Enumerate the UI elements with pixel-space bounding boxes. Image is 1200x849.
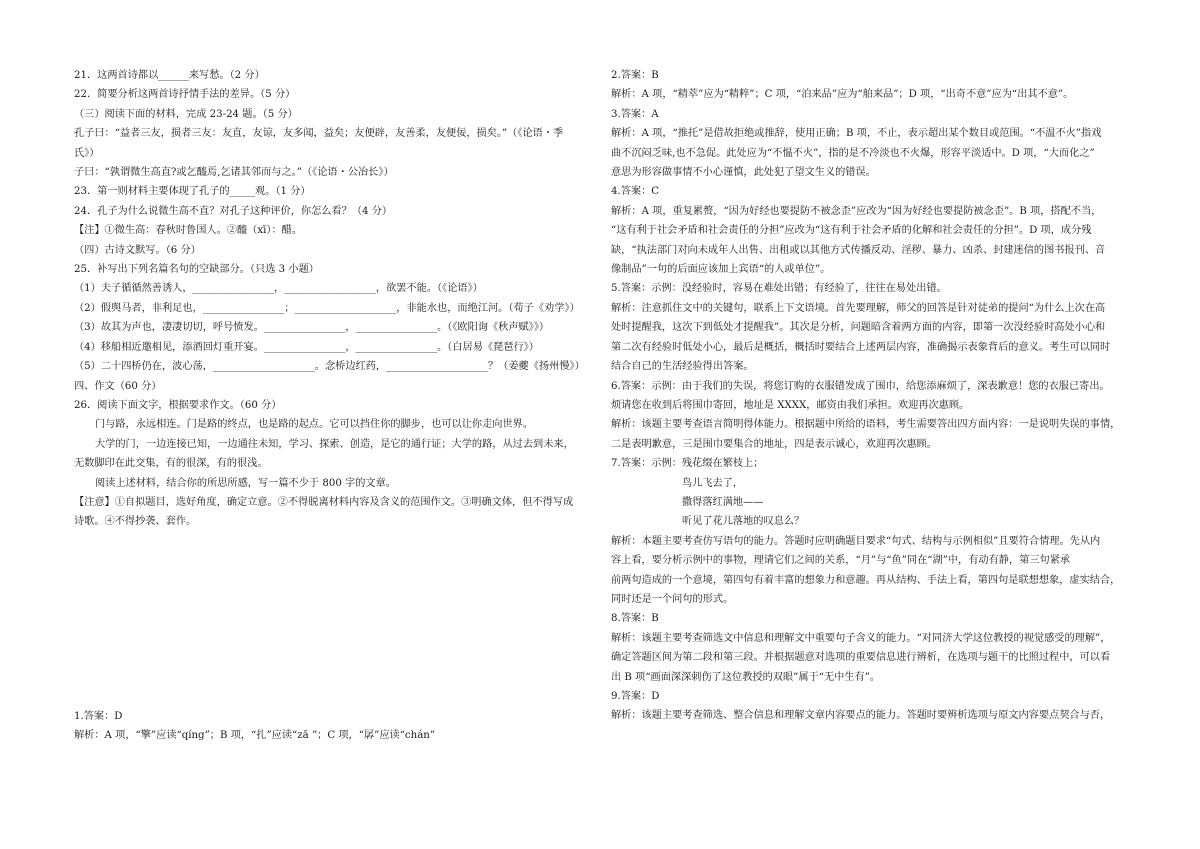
text-line: 25．补写出下列名篇名句的空缺部分。（只选 3 小题） — [74, 264, 319, 276]
answer-line: 前两句造成的一个意境，第四句有着丰富的想象力和意趣。再从结构、手法上看，第四句是联想想象，虚实结合， — [611, 574, 1121, 586]
text-line: 氏》） — [74, 147, 100, 159]
answer-line: 处时提醒我，这次下到低处才提醒我”。其次是分析，问题暗含着两方面的内容，即第一次没经验时高处小心和 — [611, 322, 1106, 334]
text-line: （三）阅读下面的材料，完成 23-24 题。（5 分） — [74, 108, 298, 120]
answer-line: 解析：该题主要考查筛选、整合信息和理解文章内容要点的能力。答题时要辨析选项与原文内容要点契合与否， — [611, 710, 1111, 722]
essay-line: 大学的门，一边连接已知，一边通往未知，学习、探索、创造，是它的通行证；大学的路，从过去到未来， — [95, 438, 574, 450]
answer-line: 4.答案：C — [611, 186, 660, 198]
essay-line: 阅读上述材料，结合你的所思所感，写一篇不少于 800 字的文章。 — [95, 477, 396, 489]
answer-line: 解析：该题主要考查语言简明得体能力。根据题中所给的语料，考生需要答出四方面内容：一是说明失误的事情， — [611, 419, 1121, 431]
answer-line: 解析：注意抓住文中的关键句，联系上下文语境。首先要理解，师父的回答是针对徒弟的提问“为什么上次在高 — [611, 302, 1106, 314]
answer-line: 解析：A 项，“精萃”应为“精粹”；C 项，“泊来品”应为“舶来品”；D 项，“出奇不意”应为“出其不意”。 — [611, 89, 1074, 101]
text-line: 24．孔子为什么说微生高不直？对孔子这种评价，你怎么看？（4 分） — [74, 205, 393, 217]
answer-line: 1.答案：D — [74, 710, 123, 722]
answer-line: 7.答案：示例：残花缀在繁枝上； — [611, 458, 764, 470]
answer-line: 解析：A 项，重复累赘，“因为好经也要提防不被念歪”应改为“因为好经也要提防被念歪”。B 项，搭配不当， — [611, 205, 1102, 217]
answer-line: 第二次有经验时低处小心，最后是概括，概括时要结合上述两层内容，准确揭示表象背后的意义。考生可以同时 — [611, 341, 1111, 353]
answer-line: “这有利于社会矛盾和社会责任的分担”应改为“这有利于社会矛盾的化解和社会责任的分担”。D 项，成分残 — [611, 225, 1092, 237]
poem-line: 撒得落红满地—— — [682, 496, 764, 508]
answer-line: 结合自己的生活经验得出答案。 — [611, 361, 754, 373]
answer-line: 像制品”一句的后面应该加上宾语“的人或单位”。 — [611, 264, 831, 276]
right-column — [611, 66, 1131, 726]
text-line: 23．第一则材料主要体现了孔子的_____观。（1 分） — [74, 186, 311, 198]
answer-line: 意思为形容做事情不小心谨慎，此处犯了望文生义的错误。 — [611, 167, 876, 179]
text-line: 孔子曰：“益者三友，损者三友：友直，友谅，友多闻，益矣；友便辟，友善柔，友便佞，损矣。”（《论语・季 — [74, 128, 564, 140]
answer-line: 容上看，要分析示例中的事物，理请它们之间的关系，“月”与“鱼”同在“湖”中，有动有静，第三句紧承 — [611, 555, 1071, 567]
text-line: （3）故其为声也，凄凄切切，呼号愤发。________________，________________。（《欧阳询《秋声赋》》） — [74, 322, 550, 334]
essay-line: 门与路，永远相连。门是路的终点，也是路的起点。它可以挡住你的脚步，也可以让你走向世界。 — [95, 419, 534, 431]
text-line: （2）假舆马者，非利足也，________________；____________________，非能水也，而绝江河。（荀子《劝学》） — [74, 302, 580, 314]
answer-line: 解析：A 项，“擎”应读“qíng”；B 项，“扎”应读“zā ”；C 项，“孱”应读“chán” — [74, 730, 436, 742]
answer-line: 5.答案：示例：没经验时，容易在难处出错；有经验了，往往在易处出错。 — [611, 283, 947, 295]
answer-line: 9.答案：D — [611, 691, 660, 702]
answer-line: 出 B 项“画面深深刺伤了这位教授的双眼”属于“无中生有”。 — [611, 671, 881, 683]
answer-line: 解析：本题主要考查仿写语句的能力。答题时应明确题目要求“句式、结构与示例相似”且要符合情理。先从内 — [611, 535, 1101, 547]
answer-line: 缺，“执法部门对向未成年人出售、出租或以其他方式传播反动、淫秽、暴力、凶杀、封建迷信的图书报刊、音 — [611, 244, 1106, 256]
notice-line: 诗歌。④不得抄袭、套作。 — [74, 516, 197, 528]
notice-line: 【注意】①自拟题目，选好角度，确定立意。②不得脱离材料内容及含义的范围作文。③明确文体，但不得写成 — [74, 496, 574, 508]
poem-line: 鸟儿飞去了， — [682, 477, 744, 489]
text-line: 子曰：“孰谓微生高直?或乞醯焉,乞诸其邻而与之。”（《论语・公冶长》） — [74, 167, 394, 179]
poem-line: 听见了花儿落地的叹息么？ — [682, 516, 805, 528]
answer-line: 同时还是一个问句的形式。 — [611, 593, 734, 605]
text-line: 22．简要分析这两首诗抒情手法的差异。（5 分） — [74, 89, 296, 101]
answer-line: 6.答案：示例：由于我们的失误，将您订购的衣服错发成了围巾，给您添麻烦了，深表歉意！您的衣服已寄出。 — [611, 380, 1110, 392]
answer-line: 2.答案：B — [611, 70, 659, 81]
text-line: （5）二十四桥仍在，波心荡，____________________。念桥边红药，____________________？（姜夔《扬州慢》） — [74, 361, 585, 373]
answer-line: 3.答案：A — [611, 108, 659, 120]
text-line: （4）移船相近邀相见，添酒回灯重开宴。________________，________________。（白居易《琵琶行》） — [74, 341, 539, 353]
text-line: 21．这两首诗都以______来写愁。（2 分） — [74, 70, 265, 81]
essay-line: 无数脚印在此交集，有的很深，有的很浅。 — [74, 458, 268, 470]
text-line: （1）夫子循循然善诱人，________________，__________________，欲罢不能。（《论语》） — [74, 283, 483, 295]
text-line: 【注】①微生高：春秋时鲁国人。②醯（xī）：醋。 — [74, 225, 303, 237]
answer-line: 二是表明歉意，三是围巾要集合的地址，四是表示诚心，欢迎再次惠顾。 — [611, 438, 937, 450]
answer-line: 曲不沉闷乏味,也不急促。此处应为“不愠不火”，指的是不冷淡也不火爆，形容平淡适中。D 项，“大而化之” — [611, 147, 1095, 159]
text-line: 26．阅读下面文字，根据要求作文。（60 分） — [74, 399, 282, 411]
left-column — [74, 66, 594, 746]
answer-line: 烦请您在收到后将围巾寄回，地址是 XXXX，邮资由我们承担。欢迎再次惠顾。 — [611, 399, 970, 411]
answer-line: 8.答案：B — [611, 613, 659, 625]
answer-line: 确定答题区间为第二段和第三段。并根据题意对选项的重要信息进行辨析，在选项与题干的比照过程中，可以看 — [611, 652, 1111, 664]
text-line: （四）古诗文默写。（6 分） — [74, 244, 201, 256]
answer-line: 解析：A 项，“推托”是借故拒绝或推辞，使用正确；B 项，不止，表示超出某个数目或范围。“不温不火”指戏 — [611, 128, 1102, 140]
text-line: 四、作文（60 分） — [74, 380, 162, 392]
answer-line: 解析：该题主要考查筛选文中信息和理解文中重要句子含义的能力。“对同济大学这位教授的视觉感受的理解”， — [611, 632, 1111, 644]
